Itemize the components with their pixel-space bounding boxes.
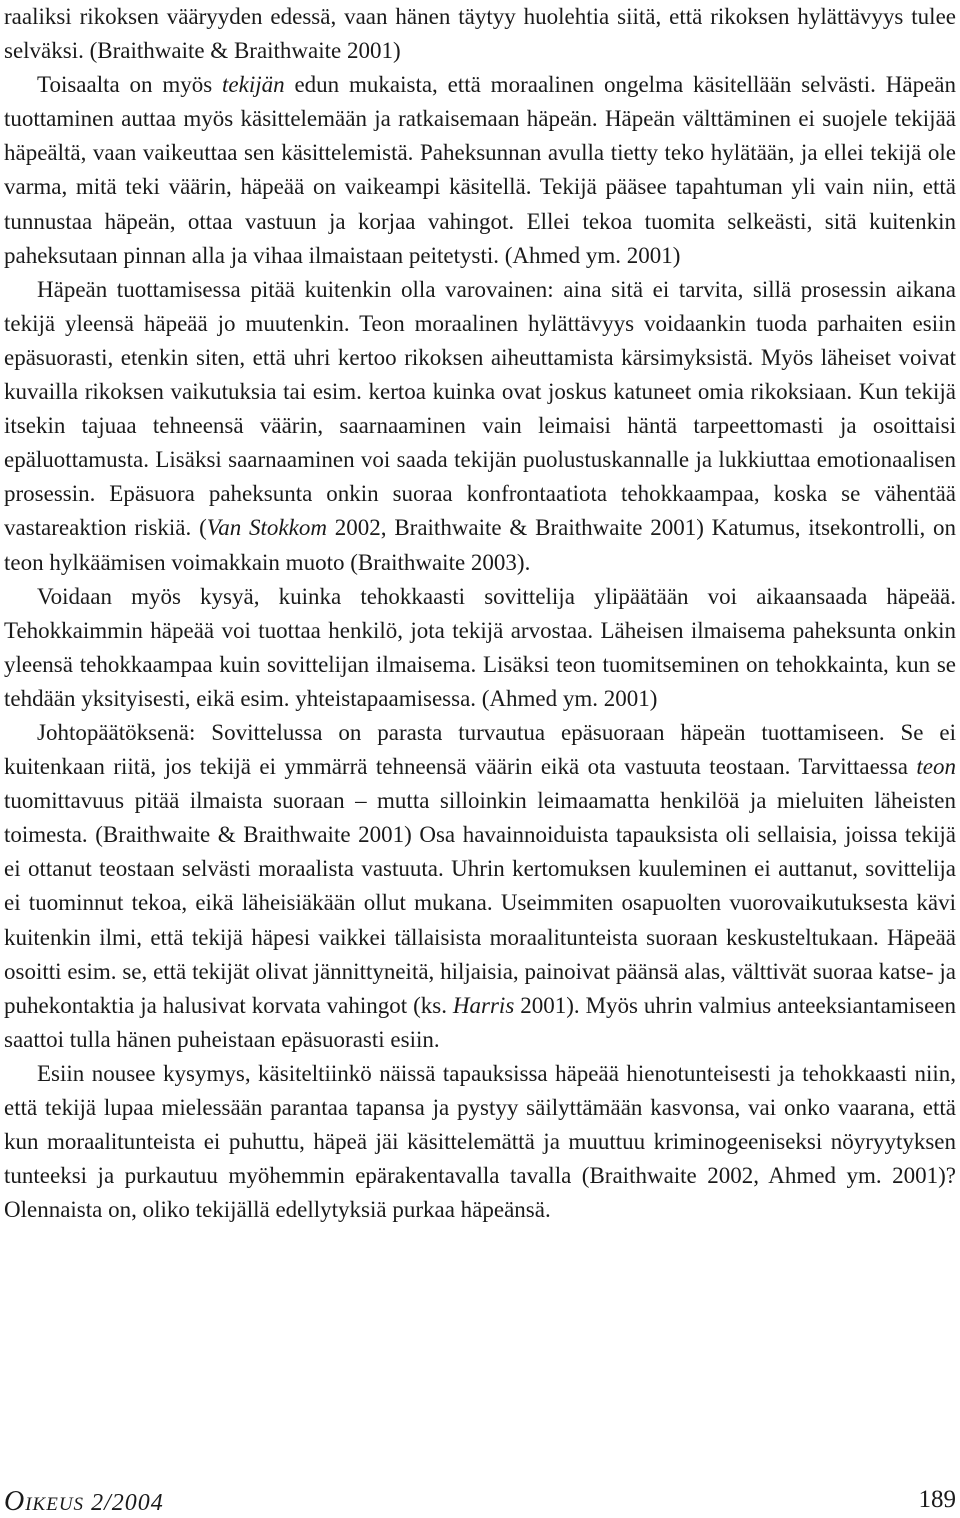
- document-body: [4, 0, 956, 1227]
- text-run: edun mukaista, että moraalinen ongelma käsitellään selvästi. Häpeän tuottaminen auttaa myös käsittelemään ja ratkaisemaan häpeän. Häpeän välttäminen ei suojele tekijää häpeältä, vaan vaikeuttaa sen käsittelemistä. Paheksunnan avulla tietty teko hylätään, ja ellei tekijä ole varma, mitä teki väärin, häpeää on vaikeampi käsitellä. Tekijä pääsee tapahtuman yli vain niin, että tunnustaa häpeän, ottaa vastuun ja korjaa vahingot. Ellei tekoa tuomita selkeästi, sitä kuitenkin paheksutaan pinnan alla ja vihaa ilmaistaan peitetysti. (Ahmed ym. 2001): [4, 72, 956, 268]
- text-run: Esiin nousee kysymys, käsiteltiinkö näissä tapauksissa häpeää hienotunteisesti ja tehokkaasti niin, että tekijä lupaa mielessään parantaa tapansa ja pystyy säilyttämään kasvonsa, vai onko vaarana, että kun moraalitunteista ei puhuttu, häpeä jäi käsittelemättä ja muuttuu kriminogeeniseksi nöyryytyksen tunteeksi ja purkautuu myöhemmin epärakentavalla tavalla (Braithwaite 2002, Ahmed ym. 2001)? Olennaista on, oliko tekijällä edellytyksiä purkaa häpeänsä.: [4, 1060, 956, 1223]
- paragraph-4: [4, 580, 956, 716]
- text-run: Häpeän tuottamisessa pitää kuitenkin olla varovainen: aina sitä ei tarvita, sillä prosessin aikana tekijä yleensä häpeää jo muutenkin. Teon moraalinen hylättävyys voidaankin tuoda parhaiten esiin epäsuorasti, etenkin siten, että uhri kertoo rikoksen aiheuttamista kärsimyksistä. Myös läheiset voivat kuvailla rikoksen vaikutuksia tai esim. kertoa kuinka ovat joskus katuneet omia rikoksiaan. Kun tekijä itsekin tajuaa tehneensä väärin, saarnaaminen vain leimaisi häntä tarpeettomasti ja osoittaisi epäluottamusta. Lisäksi saarnaaminen voi saada tekijän puolustuskannalle ja lukkiuttaa emotionaalisen prosessin. Epäsuora paheksunta onkin suoraa konfrontaatiota tehokkaampaa, koska se vähentää vastareaktion riskiä. (: [4, 276, 956, 541]
- paragraph-1: [4, 0, 956, 68]
- italic-citation: Harris: [452, 992, 515, 1018]
- journal-name: [4, 1486, 164, 1518]
- journal-issue: 2/2004: [84, 1490, 164, 1516]
- text-run: tuomittavuus pitää ilmaista suoraan – mutta silloinkin leimaamatta henkilöä ja mieluiten läheisten toimesta. (Braithwaite & Braithwaite 2001) Osa havainnoiduista tapauksista oli sellaisia, joissa tekijä ei ottanut teostaan selvästi moraalista vastuuta. Uhrin kertomuksen kuuleminen ei auttanut, sovittelija ei tuominnut tekoa, eikä läheisiäkään ollut mukana. Useimmiten osapuolten vuorovaikutuksesta kävi kuitenkin ilmi, että tekijä häpesi vaikkei tällaisista moraalitunteista suoraan keskusteltukaan. Häpeää osoitti esim. se, että tekijät olivat jännittyneitä, hiljaisia, painoivat päänsä alas, välttivät suoraa katse- ja puhekontaktia ja halusivat korvata vahingot (ks.: [4, 788, 956, 1018]
- journal-small-caps: IKEUS: [25, 1494, 85, 1515]
- paragraph-2: [4, 68, 956, 273]
- text-run: Voidaan myös kysyä, kuinka tehokkaasti sovittelija ylipäätään voi aikaansaada häpeää. Tehokkaimmin häpeää voi tuottaa henkilö, jota tekijä arvostaa. Läheisen ilmaisema paheksunta onkin yleensä tehokkaampaa kuin sovittelijan ilmaisema. Lisäksi teon tuomitseminen on tehokkainta, kun se tehdään yksityisesti, eikä esim. yhteistapaamisessa. (Ahmed ym. 2001): [4, 583, 956, 711]
- text-run: 2002, Braithwaite & Braithwaite 2001) Katumus, itsekontrolli, on teon hylkäämisen voimakkain muoto (Braithwaite 2003).: [4, 515, 957, 575]
- text-run: Johtopäätöksenä: Sovittelussa on parasta turvautua epäsuoraan häpeän tuottamiseen. Se ei kuitenkaan riitä, jos tekijä ei ymmärrä tehneensä väärin eikä ota vastuuta teostaan. Tarvittaessa: [4, 719, 956, 780]
- page-number: 189: [918, 1486, 956, 1513]
- italic-term: teon: [916, 754, 956, 780]
- journal-initial: O: [4, 1486, 26, 1517]
- paragraph-5: [4, 716, 956, 1057]
- paragraph-3: [4, 273, 956, 580]
- paragraph-6: [4, 1057, 956, 1227]
- italic-term: tekijän: [222, 72, 285, 98]
- text-run: raaliksi rikoksen vääryyden edessä, vaan hänen täytyy huolehtia siitä, että rikoksen hylättävyys tulee selväksi. (Braithwaite & Braithwaite 2001): [4, 4, 956, 64]
- italic-citation: Van Stokkom: [206, 515, 327, 541]
- text-run: Toisaalta on myös: [37, 72, 223, 98]
- text-run: 2001). Myös uhrin valmius anteeksiantamiseen saattoi tulla hänen puheistaan epäsuorasti esiin.: [4, 992, 956, 1052]
